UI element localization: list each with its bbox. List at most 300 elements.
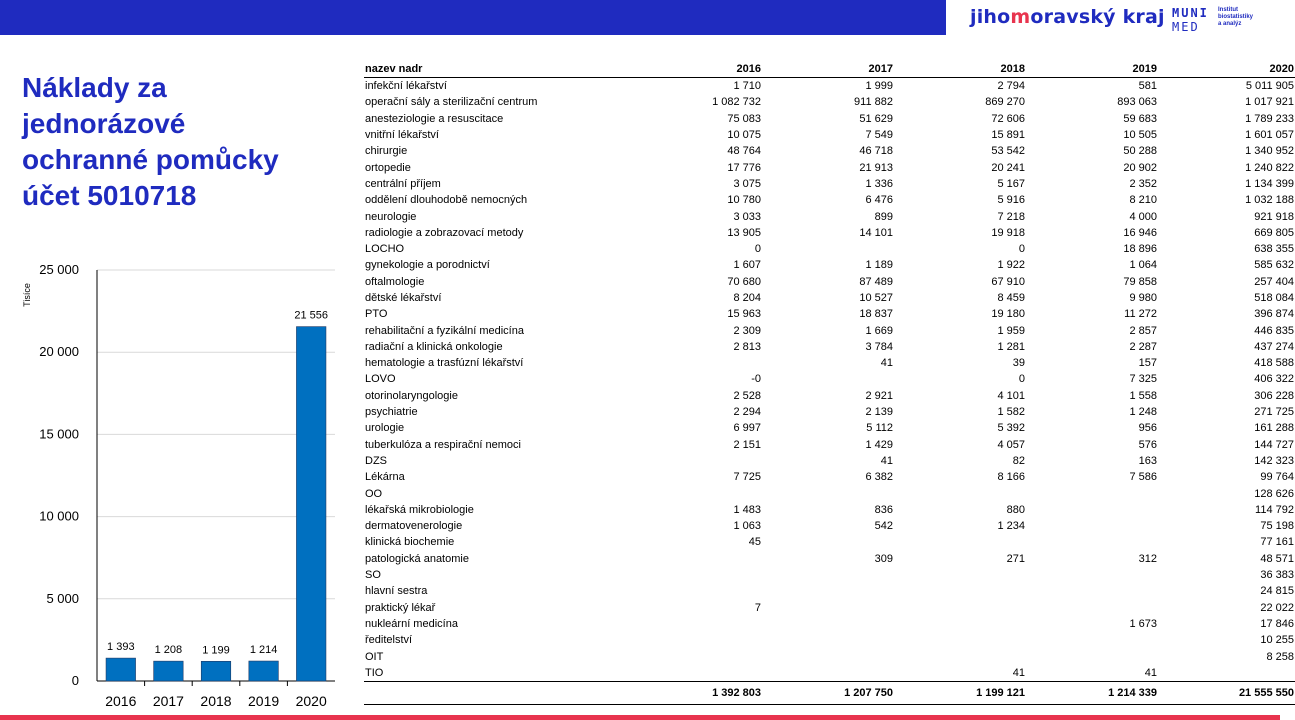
value-cell: [894, 648, 1026, 664]
value-cell: [1026, 583, 1158, 599]
value-cell: 17 846: [1260, 617, 1294, 630]
y-tick-label: 5 000: [46, 590, 79, 606]
table-row: [364, 143, 1295, 159]
value-cell: 0: [1018, 373, 1025, 386]
value-cell: 70 680: [727, 275, 761, 288]
department-name-cell: operační sály a sterilizační centrum: [365, 96, 538, 109]
value-cell: 157: [1138, 357, 1157, 370]
value-cell: 15 963: [727, 308, 761, 321]
value-cell: 142 323: [1254, 454, 1294, 467]
value-cell: 1 710: [733, 80, 761, 93]
table-row: [364, 600, 1295, 616]
x-tick-label: 2018: [200, 693, 232, 709]
value-cell: 14 101: [859, 226, 893, 239]
value-cell: 1 999: [865, 80, 893, 93]
value-cell: 4 057: [997, 438, 1025, 451]
department-name-cell: hlavní sestra: [365, 585, 428, 598]
value-cell: 24 815: [1260, 585, 1294, 598]
footer-bar: [0, 715, 1280, 720]
table-row: [364, 241, 1295, 257]
value-cell: -0: [751, 373, 761, 386]
department-name-cell: patologická anatomie: [365, 552, 469, 565]
column-header: 2020: [1158, 61, 1295, 78]
value-cell: [762, 371, 894, 387]
department-name-cell: OIT: [365, 650, 384, 663]
table-row: [364, 290, 1295, 306]
value-cell: 306 228: [1254, 389, 1294, 402]
value-cell: 1 789 233: [1245, 112, 1294, 125]
value-cell: [762, 241, 894, 257]
table-row: [364, 225, 1295, 241]
value-cell: [762, 665, 894, 682]
table-row: [364, 453, 1295, 469]
value-cell: 1 234: [997, 520, 1025, 533]
value-cell: 77 161: [1260, 536, 1294, 549]
department-name-cell: infekční lékařství: [365, 80, 447, 93]
table-row: [364, 127, 1295, 143]
table-row: [364, 632, 1295, 648]
table-row: [364, 355, 1295, 371]
value-cell: 5 916: [997, 194, 1025, 207]
jihomoravsky-kraj-logo: jihomoravský kraj: [970, 6, 1165, 28]
department-name-cell: centrální příjem: [365, 177, 441, 190]
value-cell: 1 281: [997, 340, 1025, 353]
table-row: [364, 583, 1295, 599]
value-cell: [1026, 600, 1158, 616]
value-cell: 3 784: [865, 340, 893, 353]
value-cell: 3 033: [733, 210, 761, 223]
data-label: 1 208: [154, 644, 183, 657]
value-cell: [894, 616, 1026, 632]
title-line: ochranné pomůcky: [22, 144, 279, 175]
value-cell: [894, 583, 1026, 599]
department-name-cell: OO: [365, 487, 383, 500]
table-row: [364, 257, 1295, 273]
y-tick-label: 0: [71, 673, 79, 688]
bar: [106, 658, 136, 681]
value-cell: [630, 665, 762, 682]
total-cell: [364, 681, 630, 704]
value-cell: 75 198: [1260, 520, 1294, 533]
value-cell: 1 189: [865, 259, 893, 272]
value-cell: 2 309: [733, 324, 761, 337]
department-name-cell: otorinolaryngologie: [365, 389, 458, 402]
value-cell: 1 582: [997, 406, 1025, 419]
value-cell: 836: [874, 503, 893, 516]
total-cell: 1 392 803: [630, 681, 762, 704]
value-cell: 1 483: [733, 503, 761, 516]
value-cell: 956: [1138, 422, 1157, 435]
value-cell: [1026, 648, 1158, 664]
table-row: [364, 388, 1295, 404]
department-name-cell: TIO: [365, 666, 384, 679]
value-cell: 8 204: [733, 292, 761, 304]
value-cell: [762, 534, 894, 550]
bar: [296, 327, 326, 681]
value-cell: 5 392: [997, 422, 1025, 435]
value-cell: 1 064: [1129, 259, 1157, 272]
department-name-cell: neurologie: [365, 210, 417, 223]
value-cell: 79 858: [1123, 275, 1157, 288]
bar: [201, 661, 231, 681]
data-label: 1 199: [202, 644, 230, 657]
value-cell: 899: [874, 210, 893, 223]
value-cell: 581: [1138, 80, 1157, 93]
value-cell: 1 922: [997, 259, 1025, 272]
value-cell: 41: [880, 454, 893, 467]
value-cell: 893 063: [1117, 96, 1157, 109]
value-cell: 1 601 057: [1245, 129, 1294, 142]
value-cell: 114 792: [1255, 503, 1294, 516]
table-row: [364, 192, 1295, 208]
value-cell: 2 287: [1129, 340, 1157, 353]
value-cell: 46 718: [859, 145, 893, 158]
value-cell: 2 528: [733, 389, 761, 402]
value-cell: [894, 485, 1026, 501]
value-cell: [630, 567, 762, 583]
value-cell: [1026, 485, 1158, 501]
total-cell: 1 214 339: [1026, 681, 1158, 704]
department-name-cell: urologie: [365, 422, 405, 435]
table-row: [364, 567, 1295, 583]
table-row: [364, 404, 1295, 420]
department-name-cell: radiologie a zobrazovací metody: [365, 226, 524, 239]
value-cell: 7 725: [733, 471, 761, 484]
table-row: [364, 469, 1295, 485]
value-cell: 1 558: [1129, 389, 1157, 402]
value-cell: [762, 632, 894, 648]
value-cell: 59 683: [1123, 112, 1157, 125]
y-tick-label: 25 000: [39, 262, 79, 277]
table-row: [364, 502, 1295, 518]
value-cell: 19 918: [991, 226, 1025, 239]
value-cell: 48 571: [1260, 552, 1294, 565]
value-cell: 10 780: [727, 194, 761, 207]
table-row: [364, 420, 1295, 436]
value-cell: 1 959: [997, 324, 1025, 337]
table-row: [364, 339, 1295, 355]
table-row: [364, 159, 1295, 175]
muni-med-logo: MUNI MED Institut biostatistiky a analýz: [1172, 6, 1254, 34]
table-row: [364, 371, 1295, 387]
value-cell: 20 241: [991, 161, 1025, 174]
value-cell: [630, 583, 762, 599]
cost-table: [364, 61, 1295, 705]
bar: [249, 661, 279, 681]
data-label: 1 393: [107, 641, 135, 654]
department-name-cell: dermatovenerologie: [365, 520, 463, 533]
value-cell: 8 166: [997, 471, 1025, 484]
value-cell: 2 857: [1129, 324, 1157, 337]
value-cell: [762, 616, 894, 632]
value-cell: 10 075: [727, 129, 761, 142]
department-name-cell: ortopedie: [365, 161, 411, 174]
y-axis-label: Tisíce: [22, 283, 32, 307]
department-name-cell: SO: [365, 569, 381, 582]
value-cell: 2 921: [865, 389, 893, 402]
header-bar: [0, 0, 946, 35]
title-line: Náklady za: [22, 72, 167, 103]
department-name-cell: praktický lékař: [365, 601, 436, 614]
value-cell: 1 134 399: [1245, 177, 1294, 190]
slide-title: [22, 70, 342, 214]
value-cell: 638 355: [1254, 243, 1294, 256]
value-cell: 2 794: [997, 80, 1025, 93]
department-name-cell: gynekologie a porodnictví: [365, 259, 490, 272]
value-cell: 82: [1012, 454, 1025, 467]
value-cell: 72 606: [991, 112, 1025, 125]
department-name-cell: klinická biochemie: [365, 536, 455, 549]
table-row: [364, 94, 1295, 110]
value-cell: 9 980: [1129, 292, 1157, 304]
bar-chart: [0, 255, 350, 715]
bar: [154, 661, 184, 681]
value-cell: 1 082 732: [712, 96, 761, 109]
value-cell: 312: [1138, 552, 1157, 565]
table-total-row: [364, 681, 1295, 704]
table-row: [364, 322, 1295, 338]
value-cell: 7: [754, 601, 761, 614]
value-cell: 2 352: [1129, 177, 1157, 190]
department-name-cell: ředitelství: [365, 634, 413, 647]
x-tick-label: 2016: [105, 693, 137, 709]
x-tick-label: 2017: [152, 693, 184, 709]
table-row: [364, 274, 1295, 290]
department-name-cell: lékařská mikrobiologie: [365, 503, 474, 516]
value-cell: [630, 485, 762, 501]
value-cell: 10 505: [1123, 129, 1157, 142]
department-name-cell: oddělení dlouhodobě nemocných: [365, 194, 528, 207]
value-cell: 8 210: [1129, 194, 1157, 207]
value-cell: 2 151: [733, 438, 761, 451]
department-name-cell: vnitřní lékařství: [365, 129, 439, 142]
value-cell: 10 527: [859, 292, 893, 304]
value-cell: 2 813: [733, 340, 761, 353]
value-cell: [1158, 665, 1295, 682]
value-cell: 99 764: [1260, 471, 1294, 484]
column-header: 2019: [1026, 61, 1158, 78]
value-cell: 18 837: [859, 308, 893, 321]
value-cell: 75 083: [727, 112, 761, 125]
value-cell: [1026, 502, 1158, 518]
value-cell: 5 011 905: [1245, 80, 1294, 93]
value-cell: 576: [1138, 438, 1157, 451]
department-name-cell: rehabilitační a fyzikální medicína: [365, 324, 524, 337]
value-cell: 18 896: [1123, 243, 1157, 256]
value-cell: 396 874: [1254, 308, 1294, 321]
department-name-cell: chirurgie: [365, 145, 408, 158]
value-cell: 1 669: [865, 324, 893, 337]
value-cell: 144 727: [1254, 438, 1294, 451]
table-row: [364, 534, 1295, 550]
value-cell: [1026, 567, 1158, 583]
value-cell: 437 274: [1254, 340, 1294, 353]
value-cell: 7 586: [1129, 471, 1157, 484]
value-cell: 36 383: [1260, 569, 1294, 582]
table-header-row: [364, 61, 1295, 78]
value-cell: [894, 632, 1026, 648]
value-cell: 1 063: [733, 520, 761, 533]
value-cell: 1 248: [1129, 406, 1157, 419]
value-cell: 39: [1012, 357, 1025, 370]
value-cell: 2 139: [865, 406, 893, 419]
department-name-cell: psychiatrie: [365, 406, 418, 419]
value-cell: 163: [1138, 454, 1157, 467]
value-cell: [1026, 534, 1158, 550]
value-cell: 542: [874, 520, 893, 533]
value-cell: 1 340 952: [1245, 145, 1294, 158]
value-cell: [762, 600, 894, 616]
department-name-cell: tuberkulóza a respirační nemoci: [365, 438, 521, 451]
value-cell: 17 776: [727, 161, 761, 174]
value-cell: 669 805: [1254, 226, 1294, 239]
value-cell: 1 032 188: [1245, 194, 1294, 207]
value-cell: [1026, 518, 1158, 534]
value-cell: 15 891: [991, 129, 1025, 142]
value-cell: 53 542: [991, 145, 1025, 158]
department-name-cell: anesteziologie a resuscitace: [365, 112, 504, 125]
value-cell: 7 325: [1129, 373, 1157, 386]
value-cell: 7 218: [997, 210, 1025, 223]
column-header: nazev nadr: [364, 61, 630, 78]
value-cell: 921 918: [1254, 210, 1294, 223]
value-cell: 309: [874, 552, 893, 565]
value-cell: 4 101: [997, 389, 1025, 402]
value-cell: 4 000: [1129, 210, 1157, 223]
value-cell: 48 764: [727, 145, 761, 158]
title-line: jednorázové: [22, 108, 186, 139]
table-row: [364, 648, 1295, 664]
total-cell: 1 207 750: [762, 681, 894, 704]
department-name-cell: dětské lékařství: [365, 292, 442, 304]
value-cell: 1 429: [865, 438, 893, 451]
column-header: 2016: [630, 61, 762, 78]
value-cell: 16 946: [1123, 226, 1157, 239]
department-name-cell: nukleární medicína: [365, 617, 458, 630]
y-tick-label: 15 000: [39, 426, 79, 442]
value-cell: 446 835: [1254, 324, 1294, 337]
value-cell: 45: [748, 536, 761, 549]
value-cell: 1 336: [865, 177, 893, 190]
value-cell: [762, 648, 894, 664]
value-cell: 20 902: [1123, 161, 1157, 174]
data-label: 21 556: [294, 309, 329, 322]
value-cell: 6 997: [733, 422, 761, 435]
value-cell: 2 294: [733, 406, 761, 419]
department-name-cell: LOCHO: [365, 243, 405, 256]
value-cell: 1 607: [733, 259, 761, 272]
value-cell: [762, 485, 894, 501]
value-cell: [630, 616, 762, 632]
value-cell: 5 112: [866, 422, 893, 435]
table-row: [364, 485, 1295, 501]
y-tick-label: 10 000: [39, 508, 79, 524]
value-cell: 418 588: [1254, 357, 1294, 370]
value-cell: 271 725: [1254, 406, 1294, 419]
value-cell: 406 322: [1254, 373, 1294, 386]
value-cell: 41: [1012, 666, 1025, 679]
value-cell: 13 905: [727, 226, 761, 239]
value-cell: [762, 567, 894, 583]
value-cell: [630, 632, 762, 648]
value-cell: [894, 567, 1026, 583]
value-cell: [630, 551, 762, 567]
value-cell: 585 632: [1254, 259, 1294, 272]
value-cell: 3 075: [733, 177, 761, 190]
table-row: [364, 616, 1295, 632]
table-row: [364, 518, 1295, 534]
value-cell: 0: [1018, 243, 1025, 256]
value-cell: 1 240 822: [1245, 161, 1294, 174]
value-cell: [894, 534, 1026, 550]
value-cell: 5 167: [997, 177, 1025, 190]
y-tick-label: 20 000: [39, 344, 79, 360]
x-tick-label: 2020: [295, 693, 327, 709]
value-cell: 21 913: [859, 161, 893, 174]
value-cell: 41: [1144, 666, 1157, 679]
value-cell: 7 549: [865, 129, 893, 142]
department-name-cell: oftalmologie: [365, 275, 425, 288]
data-label: 1 214: [249, 644, 278, 657]
table-row: [364, 306, 1295, 322]
x-tick-label: 2019: [248, 693, 280, 709]
department-name-cell: radiační a klinická onkologie: [365, 340, 503, 353]
title-line: účet 5010718: [22, 180, 197, 211]
value-cell: [894, 600, 1026, 616]
column-header: 2018: [894, 61, 1026, 78]
value-cell: 6 476: [865, 194, 893, 207]
table-row: [364, 437, 1295, 453]
value-cell: 1 673: [1129, 617, 1157, 630]
value-cell: 271: [1006, 552, 1025, 565]
value-cell: 10 255: [1260, 634, 1294, 647]
total-cell: 21 555 550: [1158, 681, 1295, 704]
value-cell: 11 272: [1124, 308, 1157, 321]
value-cell: 869 270: [985, 96, 1025, 109]
value-cell: 67 910: [991, 275, 1025, 288]
value-cell: [630, 355, 762, 371]
value-cell: 128 626: [1254, 487, 1294, 500]
value-cell: 880: [1006, 503, 1025, 516]
value-cell: 22 022: [1260, 601, 1294, 614]
value-cell: 8 459: [997, 292, 1025, 304]
department-name-cell: Lékárna: [365, 471, 405, 484]
value-cell: 257 404: [1254, 275, 1294, 288]
value-cell: 0: [754, 243, 761, 256]
table-row: [364, 78, 1295, 95]
value-cell: [630, 648, 762, 664]
value-cell: [630, 453, 762, 469]
table-row: [364, 176, 1295, 192]
table-row: [364, 551, 1295, 567]
department-name-cell: hematologie a trasfúzní lékařství: [365, 357, 524, 370]
table-row: [364, 111, 1295, 127]
value-cell: [1026, 632, 1158, 648]
value-cell: 6 382: [865, 471, 893, 484]
value-cell: 161 288: [1254, 422, 1294, 435]
value-cell: 8 258: [1266, 650, 1294, 663]
department-name-cell: DZS: [365, 454, 387, 467]
value-cell: 50 288: [1123, 145, 1157, 158]
table-row: [364, 665, 1295, 682]
department-name-cell: PTO: [365, 308, 388, 321]
value-cell: 51 629: [859, 112, 893, 125]
value-cell: 87 489: [859, 275, 893, 288]
value-cell: 518 084: [1254, 292, 1294, 304]
department-name-cell: LOVO: [365, 373, 396, 386]
value-cell: 41: [880, 357, 893, 370]
value-cell: 1 017 921: [1245, 96, 1294, 109]
